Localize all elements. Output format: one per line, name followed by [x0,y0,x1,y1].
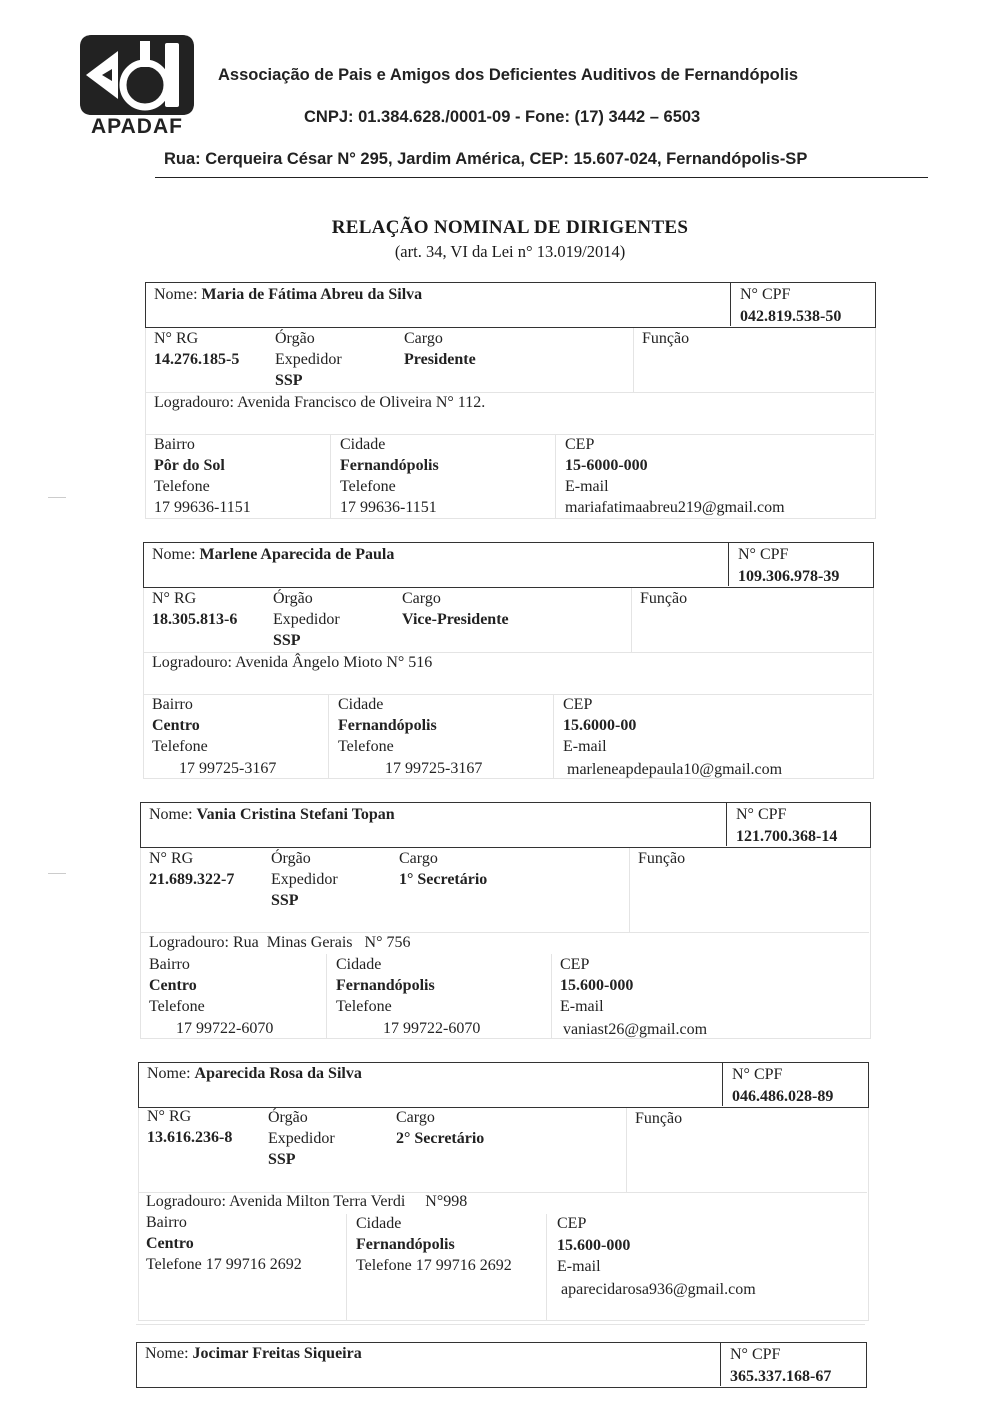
cargo-label: Cargo [402,590,441,607]
expedidor-label: Expedidor [271,871,338,888]
cpf-value: 042.819.538-50 [740,308,842,325]
orgao-label: Órgão [271,850,311,867]
logradouro-field [149,934,410,952]
email-value: aparecidarosa936@gmail.com [561,1281,756,1298]
col-divider [631,588,632,652]
orgao-label: Órgão [275,330,315,347]
name-value: Maria de Fátima Abreu da Silva [201,286,423,303]
cep-label: CEP [560,956,590,973]
email-label: E-mail [557,1258,601,1275]
col-divider [330,434,331,518]
org-cnpj-phone: CNPJ: 01.384.628./0001-09 - Fone: (17) 3442 – 6503 [304,108,701,126]
rg-value: 14.276.185-5 [154,351,240,368]
name-value: Aparecida Rosa da Silva [194,1065,362,1082]
rg-value: 13.616.236-8 [147,1129,233,1146]
col-divider [326,954,327,1038]
header-divider [155,177,928,178]
telefone-label: Telefone [338,738,394,755]
logradouro-value: Avenida Milton Terra Verdi N°998 [229,1193,468,1210]
cpf-divider [728,542,729,586]
col-divider [346,1214,347,1320]
cep-label: CEP [557,1215,587,1232]
org-address: Rua: Cerqueira César N° 295, Jardim América, CEP: 15.607-024, Fernandópolis-SP [164,150,808,168]
logo-text: APADAF [91,115,183,138]
col-divider [633,328,634,392]
email-value: mariafatimaabreu219@gmail.com [565,499,785,516]
bairro-value: Centro [149,977,197,994]
bairro-label: Bairro [146,1214,187,1231]
telefone-value: 17 99725-3167 [179,760,277,777]
cidade-value: Fernandópolis [340,457,439,474]
telefone-value: 17 99725-3167 [385,760,483,777]
details-frame [138,1108,869,1321]
cpf-divider [720,1342,721,1386]
telefone-value: 17 99722-6070 [176,1020,274,1037]
document-title: RELAÇÃO NOMINAL DE DIRIGENTES [331,217,689,238]
telefone-label: Telefone [152,738,208,755]
row-divider [143,652,872,653]
col-divider [328,694,329,778]
cargo-value: Presidente [404,351,476,368]
name-value: Marlene Aparecida de Paula [199,546,395,563]
expedidor-label: Expedidor [273,611,340,628]
col-divider [629,848,630,932]
orgao-value: SSP [268,1151,296,1168]
telefone-value: Telefone 17 99716 2692 [356,1257,512,1274]
funcao-label: Função [640,590,688,607]
cep-value: 15-6000-000 [565,457,648,474]
email-value: vaniast26@gmail.com [563,1021,708,1038]
cidade-value: Fernandópolis [336,977,435,994]
cep-value: 15.600-000 [557,1237,631,1254]
cpf-value: 046.486.028-89 [732,1088,834,1105]
logradouro-value: Avenida Ângelo Mioto N° 516 [235,654,433,671]
telefone-value: 17 99636-1151 [154,499,251,516]
cidade-label: Cidade [338,696,384,713]
logradouro-label: Logradouro: [146,1193,226,1210]
cidade-label: Cidade [340,436,386,453]
cep-label: CEP [565,436,595,453]
telefone-value: 17 99636-1151 [340,499,437,516]
apadaf-ear-logo-icon [80,35,194,115]
telefone-value: 17 99722-6070 [383,1020,481,1037]
name-field [145,1345,362,1363]
rg-value: 21.689.322-7 [149,871,235,888]
funcao-label: Função [642,330,690,347]
col-divider [626,1108,627,1192]
row-divider [143,694,872,695]
row-divider [136,1324,865,1325]
document-subtitle: (art. 34, VI da Lei n° 13.019/2014) [394,242,626,261]
name-value: Jocimar Freitas Siqueira [192,1345,362,1362]
logradouro-field [154,394,485,412]
logradouro-label: Logradouro: [152,654,232,671]
row-divider [140,932,869,933]
name-label: Nome: [149,806,193,823]
cidade-value: Fernandópolis [356,1236,455,1253]
cargo-value: 1° Secretário [399,871,488,888]
telefone-label: Telefone [154,478,210,495]
name-field [147,1065,362,1083]
orgao-value: SSP [273,632,301,649]
name-field [154,286,422,304]
cep-value: 15.600-000 [560,977,634,994]
scan-mark [48,497,66,498]
bairro-value: Centro [152,717,200,734]
cargo-value: Vice-Presidente [402,611,509,628]
col-divider [551,954,552,1038]
col-divider [555,434,556,518]
name-value: Vania Cristina Stefani Topan [196,806,395,823]
cpf-label: N° CPF [740,286,791,303]
col-divider [553,694,554,778]
rg-label: N° RG [149,850,194,867]
name-field [149,806,395,824]
cpf-label: N° CPF [730,1346,781,1363]
cpf-divider [722,1062,723,1106]
row-divider [145,392,874,393]
logradouro-field [146,1193,467,1211]
name-label: Nome: [145,1345,189,1362]
bairro-label: Bairro [152,696,193,713]
name-field [152,546,394,564]
logradouro-value: Rua Minas Gerais N° 756 [232,934,411,951]
bairro-label: Bairro [149,956,190,973]
expedidor-label: Expedidor [275,351,342,368]
email-label: E-mail [565,478,609,495]
cpf-label: N° CPF [738,546,789,563]
rg-label: N° RG [152,590,197,607]
apadaf-logo [80,35,194,138]
col-divider [546,1214,547,1320]
logradouro-field [152,654,432,672]
name-label: Nome: [154,286,198,303]
cep-value: 15.6000-00 [563,717,637,734]
telefone-value: Telefone 17 99716 2692 [146,1256,302,1273]
bairro-value: Centro [146,1235,194,1252]
cpf-divider [726,802,727,846]
cidade-label: Cidade [336,956,382,973]
details-frame [145,328,876,519]
cidade-value: Fernandópolis [338,717,437,734]
rg-label: N° RG [147,1108,192,1125]
rg-value: 18.305.813-6 [152,611,238,628]
name-label: Nome: [147,1065,191,1082]
logradouro-label: Logradouro: [149,934,229,951]
orgao-value: SSP [271,892,299,909]
cidade-label: Cidade [356,1215,402,1232]
row-divider [145,434,874,435]
cargo-label: Cargo [404,330,443,347]
email-label: E-mail [563,738,607,755]
scan-mark [48,873,66,874]
cpf-value: 109.306.978-39 [738,568,840,585]
telefone-label: Telefone [149,998,205,1015]
cargo-label: Cargo [399,850,438,867]
cargo-label: Cargo [396,1109,435,1126]
orgao-label: Órgão [273,590,313,607]
name-label: Nome: [152,546,196,563]
funcao-label: Função [635,1110,683,1127]
cpf-value: 365.337.168-67 [730,1368,832,1385]
email-label: E-mail [560,998,604,1015]
expedidor-label: Expedidor [268,1130,335,1147]
org-name: Associação de Pais e Amigos dos Deficientes Auditivos de Fernandópolis [218,66,799,84]
telefone-label: Telefone [340,478,396,495]
bairro-value: Pôr do Sol [154,457,225,474]
orgao-label: Órgão [268,1109,308,1126]
logradouro-value: Avenida Francisco de Oliveira N° 112. [237,394,486,411]
rg-label: N° RG [154,330,199,347]
funcao-label: Função [638,850,686,867]
cpf-value: 121.700.368-14 [736,828,838,845]
email-value: marleneapdepaula10@gmail.com [567,761,783,778]
cargo-value: 2° Secretário [396,1130,485,1147]
telefone-label: Telefone [336,998,392,1015]
bairro-label: Bairro [154,436,195,453]
cpf-label: N° CPF [736,806,787,823]
cpf-divider [730,282,731,326]
orgao-value: SSP [275,372,303,389]
cpf-label: N° CPF [732,1066,783,1083]
logradouro-label: Logradouro: [154,394,234,411]
cep-label: CEP [563,696,593,713]
